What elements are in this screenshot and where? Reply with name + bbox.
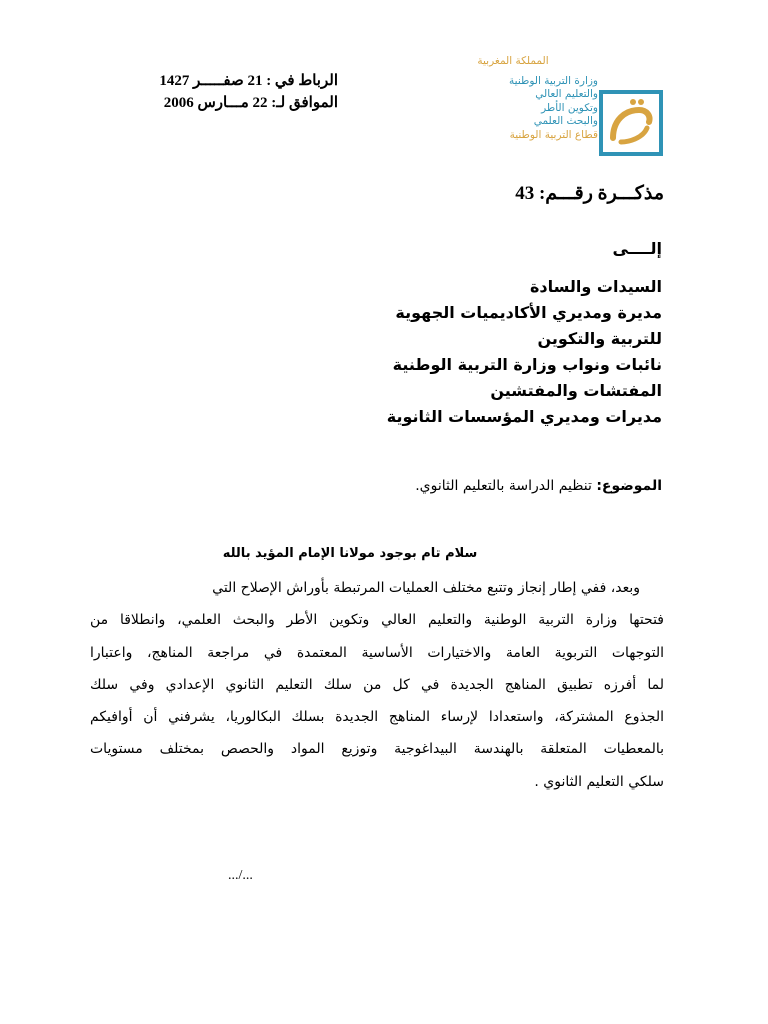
body-line: التوجهات التربوية العامة والاختيارات الأساسية المعتمدة في مراجعة المناهج، واعتبارا — [90, 644, 664, 661]
recipient-line: مديرات ومديري المؤسسات الثانوية — [386, 407, 662, 426]
greeting: سلام تام بوجود مولانا الإمام المؤيد بالله — [222, 546, 478, 561]
date-block — [108, 70, 338, 114]
subject-text: تنظيم الدراسة بالتعليم الثانوي. — [415, 478, 597, 494]
body-line: لما أفرزه تطبيق المناهج الجديدة في كل من سلك التعليم الثانوي الإعدادي وفي سلك — [90, 676, 664, 693]
ministry-emblem-icon — [599, 90, 663, 156]
recipient-line: للتربية والتكوين — [537, 329, 662, 348]
ministry-line-1: وزارة التربية الوطنية — [509, 74, 598, 87]
ministry-line-4: والبحث العلمي — [533, 115, 598, 127]
kingdom-label: المملكة المغربية — [477, 55, 549, 67]
ministry-line-2: والتعليم العالي — [535, 88, 598, 100]
recipients-block — [282, 236, 662, 430]
ministry-logo-text — [428, 55, 598, 142]
sector-label: قطاع التربية الوطنية — [509, 128, 598, 141]
body-line: بالمعطيات المتعلقة بالهندسة البيداغوجية وتوزيع المواد والحصص بمختلف مستويات — [90, 741, 664, 758]
recipient-line: المفتشات والمفتشين — [490, 381, 662, 400]
body-line: وبعد، ففي إطار إنجاز وتتبع مختلف العمليات المرتبطة بأوراش الإصلاح التي — [212, 580, 640, 596]
subject-line — [415, 478, 662, 494]
memo-number: مذكـــرة رقـــم: 43 — [515, 183, 664, 204]
body-line: فتحتها وزارة التربية الوطنية والتعليم العالي وتكوين الأطر والبحث العلمي، وانطلاقا من — [90, 612, 664, 629]
to-label: إلــــى — [612, 239, 662, 258]
body-line: الجذوع المشتركة، واستعدادا لإرساء المناهج الجديدة بسلك البكالوريا، يشرفني أن أوافيكم — [90, 709, 664, 726]
recipient-line: السيدات والسادة — [529, 277, 662, 296]
body-paragraph — [90, 572, 664, 798]
date-gregorian: الموافق لـ: 22 مـــارس 2006 — [163, 95, 338, 111]
continuation-mark: .../... — [228, 868, 253, 883]
subject-label: الموضوع: — [596, 478, 662, 494]
recipient-line: مديرة ومديري الأكاديميات الجهوية — [395, 303, 662, 322]
date-hijri: الرباط في : 21 صفـــــر 1427 — [159, 73, 338, 89]
body-line: سلكي التعليم الثانوي . — [534, 773, 664, 790]
recipient-line: نائبات ونواب وزارة التربية الوطنية — [392, 355, 662, 374]
ministry-line-3: وتكوين الأطر — [541, 101, 598, 114]
